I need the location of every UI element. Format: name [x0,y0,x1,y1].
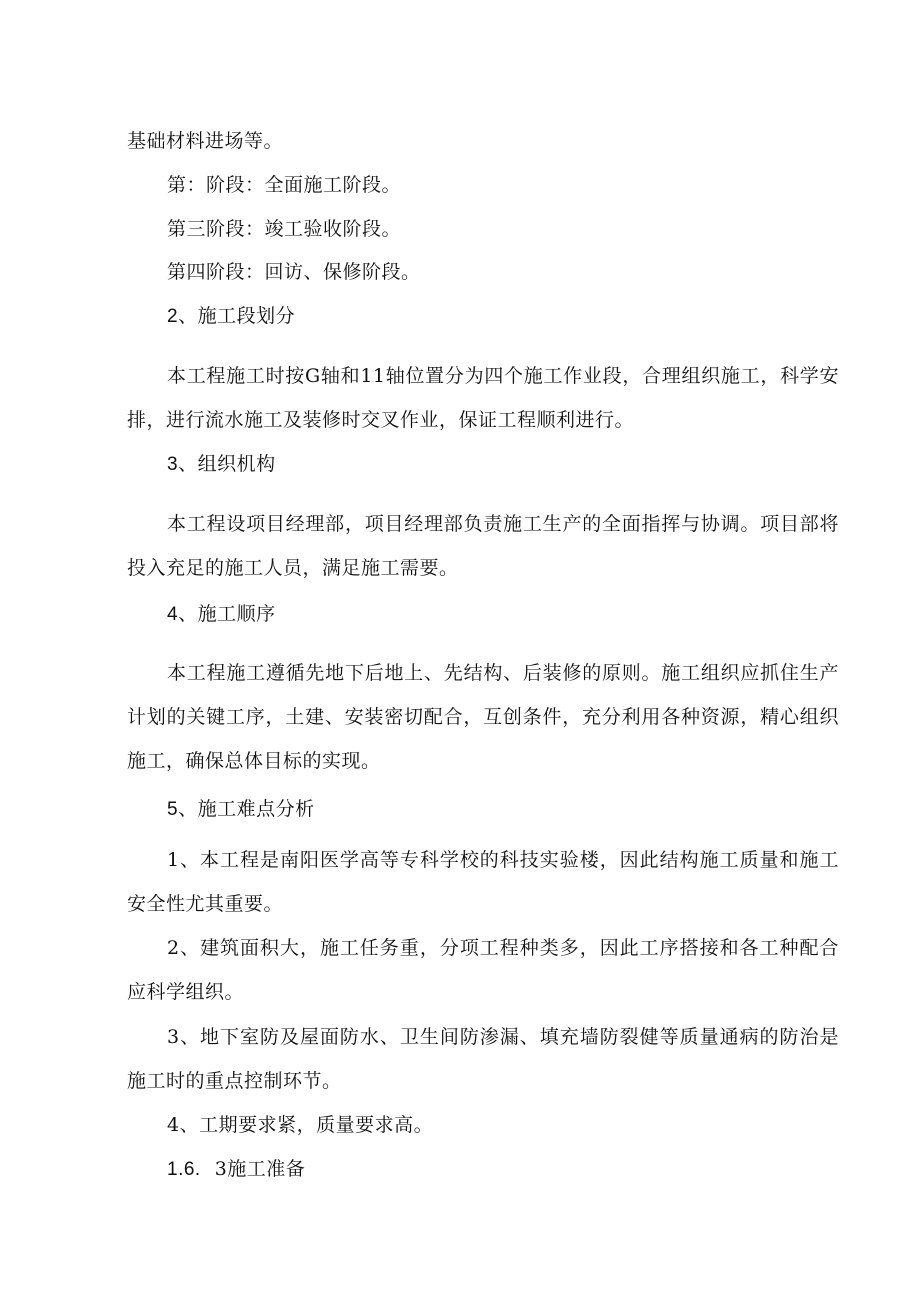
section-4-body: 本工程施工遵循先地下后地上、先结构、后装修的原则。施工组织应抓住生产计划的关键工序，土建、安装密切配合，互创条件，充分利用各种资源，精心组织施工，确保总体目标的实现。 [127,662,839,772]
phase-4-line: 第四阶段：回访、保修阶段。 [167,261,421,283]
section-2-heading [167,303,295,330]
section-3-number: 3 [167,454,179,475]
section-5-heading [167,796,315,823]
section-1-6-3-heading [167,1156,305,1183]
section-2-title: 、施工段划分 [178,305,296,327]
section-3-heading [167,451,276,478]
difficulty-item-1: 1、本工程是南阳医学高等专科学校的科技实验楼，因此结构施工质量和施工安全性尤其重要。 [127,849,839,915]
intro-tail-line: 基础材料进场等。 [127,130,284,152]
phase-3-line: 第三阶段：竣工验收阶段。 [167,218,402,240]
section-4-number: 4 [167,604,179,625]
difficulty-item-2: 2、建筑面积大，施工任务重，分项工程种类多，因此工序搭接和各工种配合应科学组织。 [127,937,839,1003]
section-5-title: 、施工难点分析 [178,798,315,820]
section-2-body: 本工程施工时按G轴和11轴位置分为四个施工作业段，合理组织施工，科学安排，进行流水施工及装修时交叉作业，保证工程顺利进行。 [127,365,839,431]
section-5-number: 5 [167,799,179,820]
difficulty-item-4: 4、工期要求紧，质量要求高。 [167,1114,434,1136]
section-1-6-3-number: 1.6. [167,1159,201,1180]
section-1-6-3-title: 3施工准备 [214,1158,306,1180]
section-3-body: 本工程设项目经理部，项目经理部负责施工生产的全面指挥与协调。项目部将投入充足的施工人员，满足施工需要。 [127,513,839,579]
section-3-title: 、组织机构 [178,453,276,475]
phase-2-line: 第：阶段：全面施工阶段。 [167,174,402,196]
section-2-number: 2 [167,306,179,327]
section-4-heading [167,601,276,628]
difficulty-item-3: 3、地下室防及屋面防水、卫生间防渗漏、填充墙防裂健等质量通病的防治是施工时的重点控制环节。 [127,1026,839,1092]
section-4-title: 、施工顺序 [178,603,276,625]
